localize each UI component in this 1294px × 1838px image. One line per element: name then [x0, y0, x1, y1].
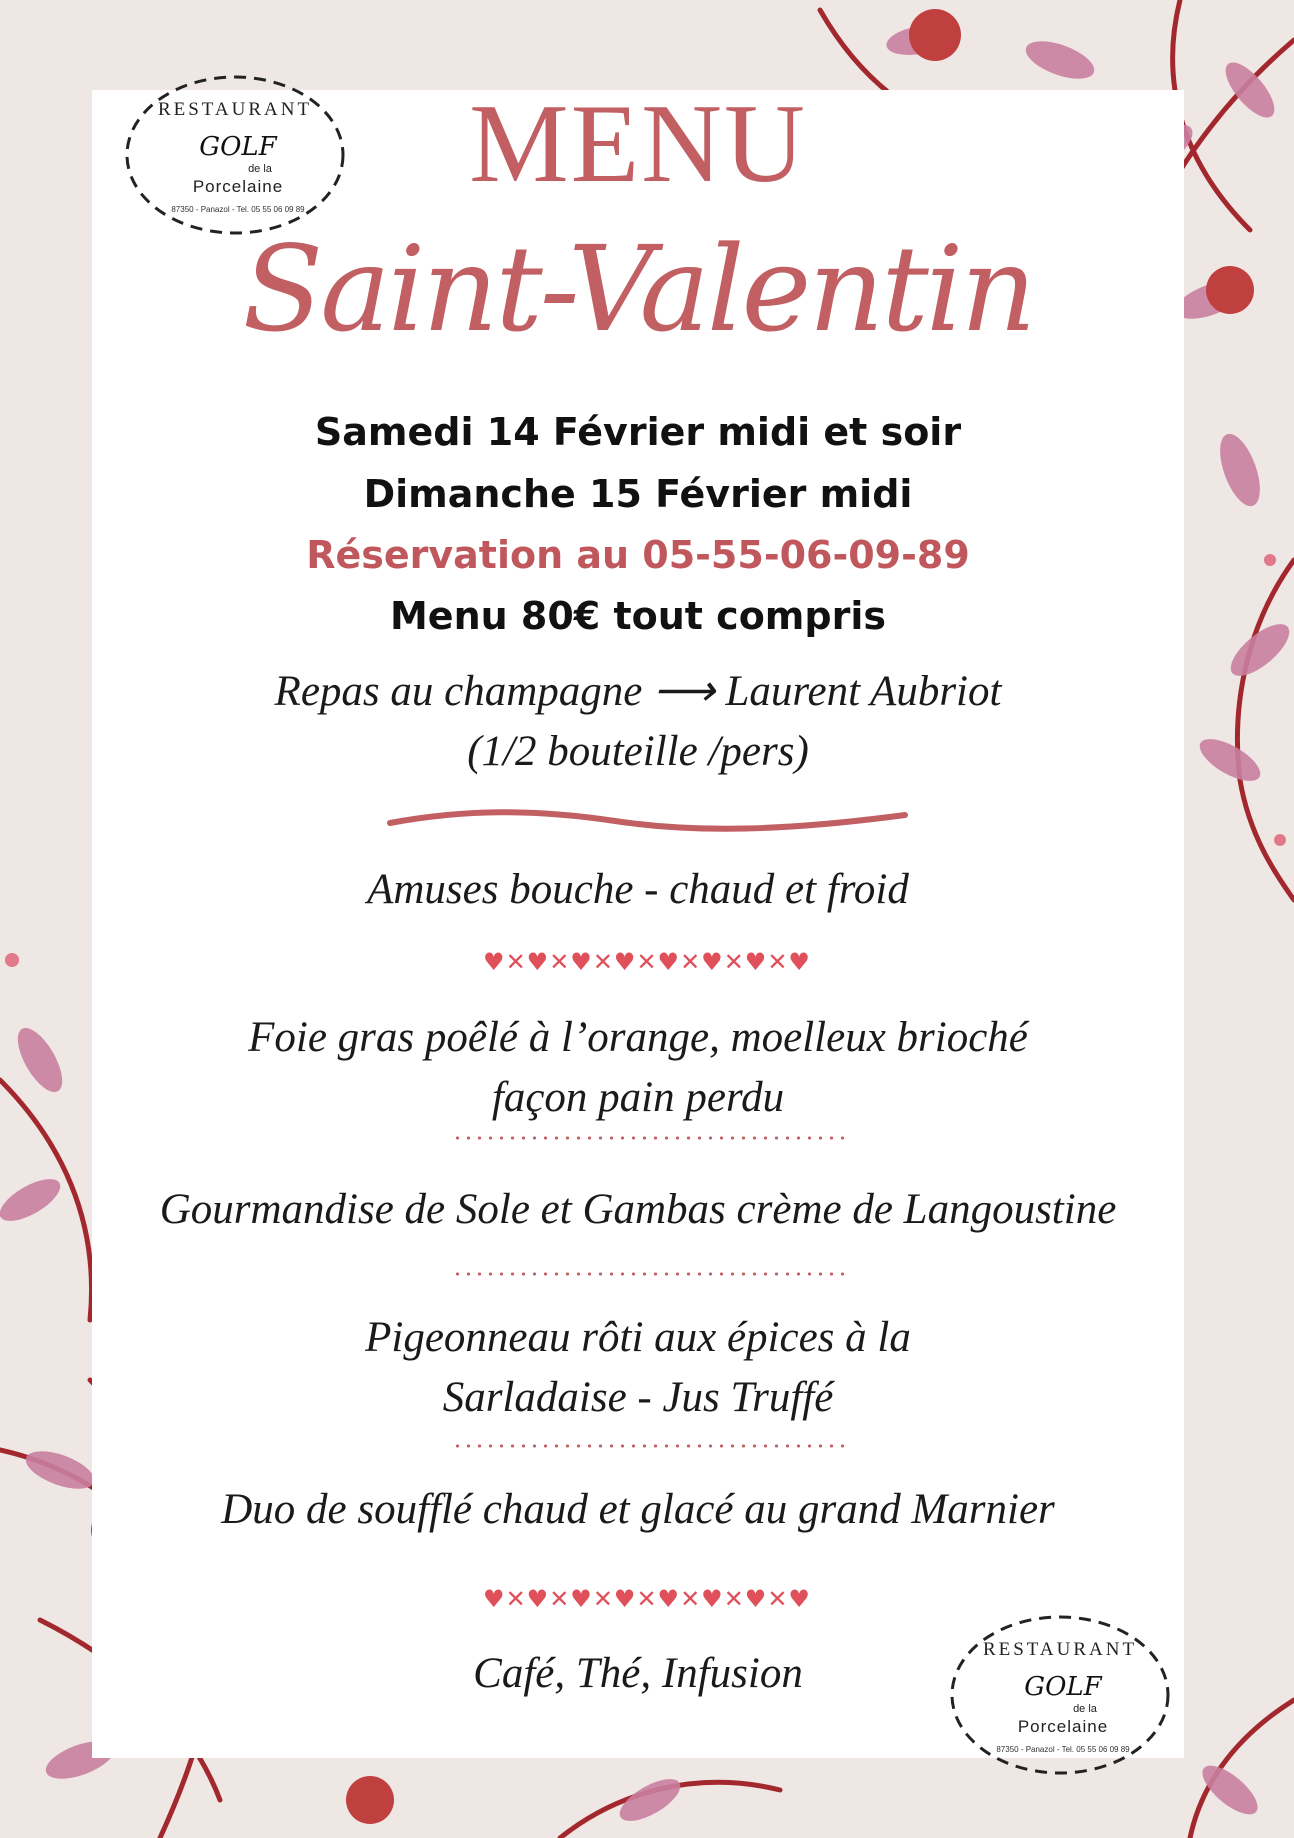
wine-line-2: (1/2 bouteille /pers) — [467, 728, 809, 775]
course-entree-line-2: façon pain perdu — [491, 1074, 785, 1121]
dotted-divider-2 — [452, 1272, 852, 1276]
dotted-divider-3 — [452, 1444, 852, 1448]
logo-word-de-la: de la — [1073, 1703, 1097, 1715]
course-dessert: Duo de soufflé chaud et glacé au grand Marnier — [221, 1486, 1055, 1533]
heart-divider-1: ♥✕♥✕♥✕♥✕♥✕♥✕♥✕♥ — [483, 948, 811, 976]
date-line-sunday: Dimanche 15 Février midi — [363, 472, 913, 516]
course-fish: Gourmandise de Sole et Gambas crème de Langoustine — [159, 1186, 1117, 1233]
restaurant-logo-bottom — [945, 1610, 1175, 1780]
heart-divider-2: ♥✕♥✕♥✕♥✕♥✕♥✕♥✕♥ — [483, 1585, 811, 1613]
menu-subtitle: Saint-Valentin — [242, 220, 1034, 358]
menu-price: Menu 80€ tout compris — [389, 594, 886, 638]
logo-word-porcelaine: Porcelaine — [1017, 1717, 1109, 1736]
course-main-line-1: Pigeonneau rôti aux épices à la — [365, 1314, 911, 1361]
logo-word-golf: GOLF — [199, 132, 277, 162]
logo-contact: 87350 - Panazol - Tel. 05 55 06 09 89 — [996, 1745, 1130, 1754]
wine-line-1: Repas au champagne ⟶ Laurent Aubriot — [274, 668, 1002, 715]
dotted-divider-1 — [452, 1136, 852, 1140]
logo-word-porcelaine: Porcelaine — [192, 177, 284, 196]
course-amuse-bouche: Amuses bouche - chaud et froid — [367, 866, 909, 913]
date-line-saturday: Samedi 14 Février midi et soir — [314, 410, 962, 454]
wavy-divider — [385, 805, 910, 835]
logo-word-de-la: de la — [248, 163, 272, 175]
course-drinks: Café, Thé, Infusion — [473, 1650, 803, 1697]
logo-word-golf: GOLF — [1024, 1672, 1102, 1702]
logo-contact: 87350 - Panazol - Tel. 05 55 06 09 89 — [171, 205, 305, 214]
reservation-phone: Réservation au 05-55-06-09-89 — [306, 533, 970, 577]
course-main-line-2: Sarladaise - Jus Truffé — [442, 1374, 834, 1421]
menu-title: MENU — [469, 82, 807, 206]
logo-word-restaurant: RESTAURANT — [982, 1639, 1138, 1660]
logo-word-restaurant: RESTAURANT — [157, 99, 313, 120]
course-entree-line-1: Foie gras poêlé à l’orange, moelleux brioché — [248, 1014, 1028, 1061]
